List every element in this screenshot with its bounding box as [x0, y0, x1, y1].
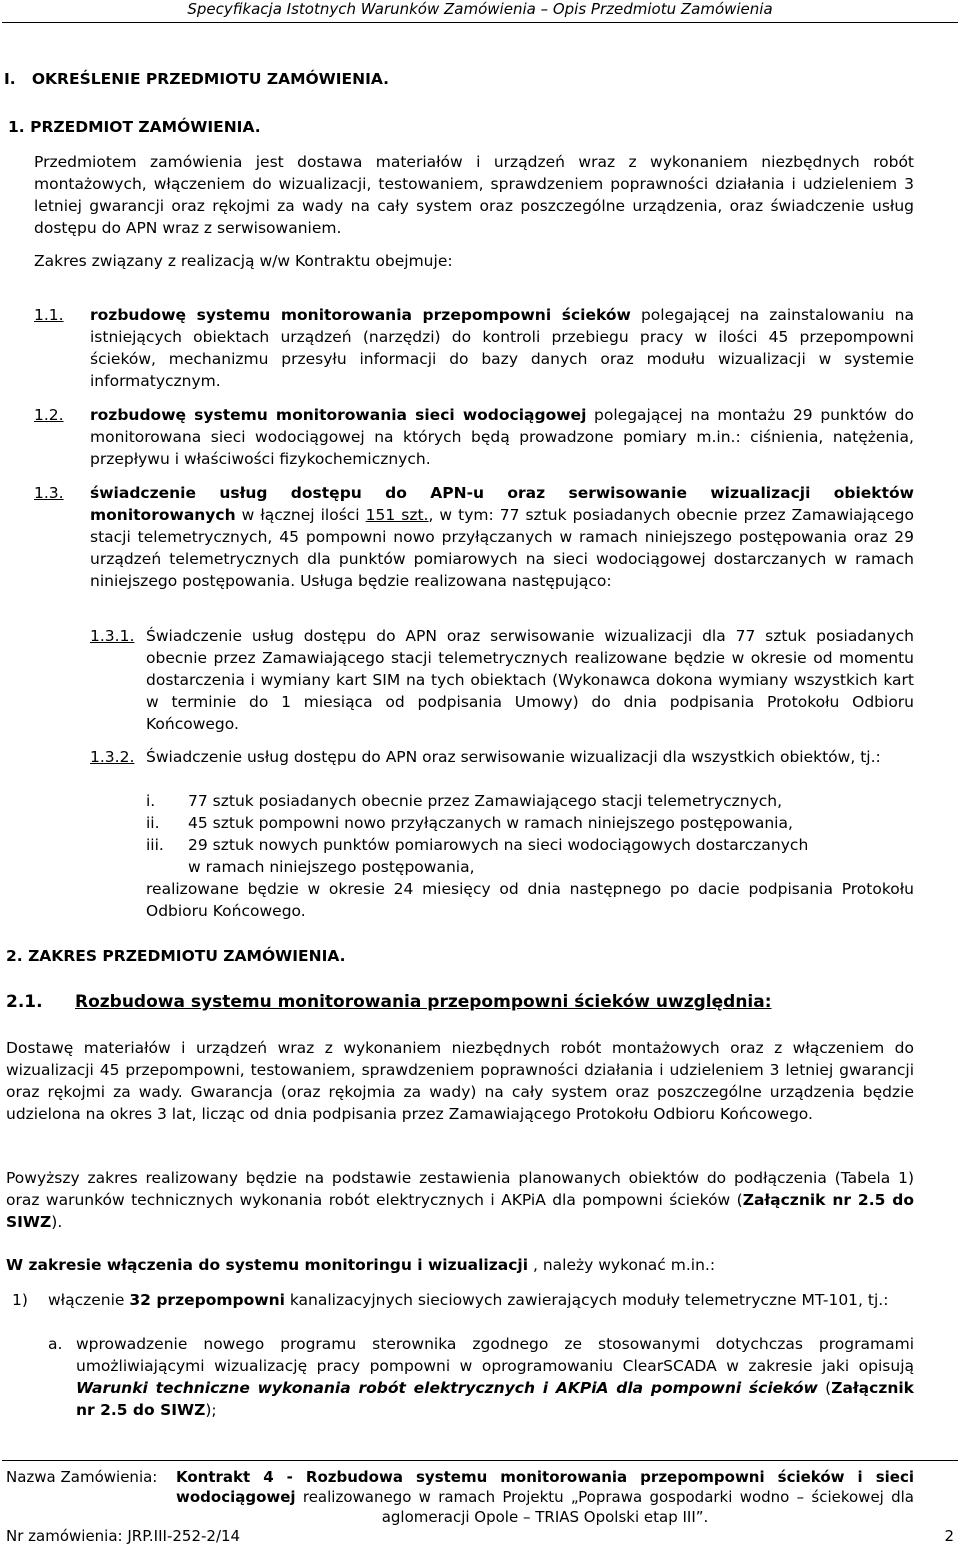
item-1a-end: ); — [205, 1401, 217, 1419]
subsection-2-1-number: 2.1. — [6, 992, 43, 1012]
item-1-3-rest-a: w łącznej ilości — [235, 506, 366, 524]
item-1-3-1-number: 1.3.1. — [90, 627, 135, 645]
item-1-3-2-text: Świadczenie usług dostępu do APN oraz serwisowanie wizualizacji dla wszystkich obiektów, tj.: — [146, 748, 881, 766]
intro-paragraph: Przedmiotem zamówienia jest dostawa materiałów i urządzeń wraz z wykonaniem niezbędnych robót montażowych, włączeniem do wizualizacji, testowaniem, sprawdzeniem poprawności działania i udzieleniem 3 letniej gwarancji oraz rękojmi za wady na cały system oraz poszczególne urządzenia, oraz świadczenie usług dostępu do APN wraz z serwisowaniem. — [34, 153, 914, 237]
list-item-iii-text-cont: w ramach niniejszego postępowania, — [188, 858, 475, 876]
item-1-3-quantity: 151 szt. — [365, 506, 429, 524]
section-2-paragraph-3 — [6, 1254, 715, 1276]
list-item-ii-number: ii. — [146, 814, 160, 832]
item-1a-number: a. — [48, 1335, 63, 1353]
item-1-3-bold: świadczenie usług dostępu do APN-u oraz serwisowanie wizualizacji obiektów monitorowanych — [90, 484, 914, 524]
item-1-b: kanalizacyjnych sieciowych zawierających moduły telemetryczne MT-101, tj.: — [284, 1291, 889, 1309]
item-1-3-number: 1.3. — [34, 484, 64, 502]
section-2-paragraph-1: Dostawę materiałów i urządzeń wraz z wykonaniem niezbędnych robót montażowych oraz z włączeniem do wizualizacji 45 przepompowni, testowaniem, sprawdzeniem poprawności działania i udzieleniem 3 letniej gwarancji oraz rękojmi za wady. Gwarancja (oraz rękojmia za wady) na cały system oraz poszczególne urządzenia będzie udzielona na okres 3 lat, licząc od dnia podpisania przez Zamawiającego Protokołu Odbioru Końcowego. — [6, 1039, 914, 1123]
item-1a-attachment: Załącznik nr 2.5 do SIWZ — [76, 1379, 914, 1419]
item-1-1-number: 1.1. — [34, 306, 64, 324]
item-1-a: włączenie — [48, 1291, 130, 1309]
item-1-1-text — [90, 304, 914, 392]
para3-bold: W zakresie włączenia do systemu monitoringu i wizualizacji — [6, 1256, 529, 1274]
item-1a-bold-italic: Warunki techniczne wykonania robót elektrycznych i AKPiA dla pompowni ścieków — [76, 1379, 818, 1397]
item-1a-mid: ( — [817, 1379, 832, 1397]
para2-attachment: Załącznik nr 2.5 do SIWZ — [6, 1191, 914, 1231]
footer-label: Nazwa Zamówienia: — [6, 1468, 158, 1486]
footer-divider — [2, 1460, 958, 1461]
footer-page-number: 2 — [944, 1527, 954, 1545]
item-1-3-rest-b: , w tym: 77 sztuk posiadanych obecnie przez Zamawiającego stacji telemetrycznych, 45 pompowni nowo przyłączanych w ramach niniejszego postępowania oraz 29 urządzeń telemetrycznych dla punktów pomiarowych na sieci wodociągowej dostarczanych w ramach niniejszego postępowania. Usługa będzie realizowana następująco: — [90, 506, 914, 590]
item-1a-plain: wprowadzenie nowego programu sterownika zgodnego ze stosowanymi dotychczas programami umożliwiającymi wizualizację pracy pompowni w oprogramowaniu ClearSCADA w zakresie jaki opisują — [76, 1335, 914, 1375]
para2-text: Powyższy zakres realizowany będzie na podstawie zestawienia planowanych obiektów do podłączenia (Tabela 1) oraz warunków technicznych wykonania robót elektrycznych i AKPiA dla pompowni ścieków ( — [6, 1169, 914, 1209]
item-1-3-2-number: 1.3.2. — [90, 748, 135, 766]
item-1-text — [48, 1289, 914, 1311]
item-1-1-rest: polegającej na zainstalowaniu na istniejących obiektach urządzeń (narzędzi) do kontroli przebiegu pracy w ilości 45 przepompowni ścieków, mechanizmu przesyłu informacji do bazy danych oraz modułu wizualizacji w systemie informatycznym. — [90, 306, 915, 390]
list-item-ii-text: 45 sztuk pompowni nowo przyłączanych w ramach niniejszego postępowania, — [188, 814, 793, 832]
footer-project-name — [176, 1467, 914, 1527]
footer-name-bold: Kontrakt 4 - Rozbudowa systemu monitorowania przepompowni ścieków i sieci wodociągowej — [176, 1468, 914, 1506]
section-1-number: I. — [4, 70, 16, 88]
list-item-iii-number: iii. — [146, 836, 164, 854]
subsection-1-heading — [8, 116, 261, 138]
section-1-heading — [4, 68, 389, 90]
item-1-1-bold: rozbudowę systemu monitorowania przepompowni ścieków — [90, 306, 631, 324]
item-1-3-2-tail: realizowane będzie w okresie 24 miesięcy od dnia następnego po dacie podpisania Protokołu Odbioru Końcowego. — [146, 880, 914, 920]
list-item-i-text: 77 sztuk posiadanych obecnie przez Zamawiającego stacji telemetrycznych, — [188, 792, 783, 810]
section-2-paragraph-2 — [6, 1167, 914, 1233]
item-1a-text — [76, 1333, 914, 1421]
para3-rest: , należy wykonać m.in.: — [528, 1256, 716, 1274]
para2-end: ). — [51, 1213, 63, 1231]
footer-order-number: Nr zamówienia: JRP.III-252-2/14 — [6, 1527, 241, 1545]
section-2-heading: 2. ZAKRES PRZEDMIOTU ZAMÓWIENIA. — [6, 947, 346, 965]
subsection-2-1-title: Rozbudowa systemu monitorowania przepompowni ścieków uwzględnia: — [75, 992, 772, 1012]
item-1-number: 1) — [12, 1291, 28, 1309]
list-item-i-number: i. — [146, 792, 156, 810]
subsection-1-number: 1. — [8, 118, 25, 136]
item-1-2-bold: rozbudowę systemu monitorowania sieci wodociągowej — [90, 406, 587, 424]
item-1-3-1-text: Świadczenie usług dostępu do APN oraz serwisowanie wizualizacji dla 77 sztuk posiadanych obecnie przez Zamawiającego stacji telemetrycznych realizowane będzie w okresie od momentu dostarczenia i wymiany kart SIM na tych obiektach (Wykonawca dokona wymiany wszystkich kart w terminie do 1 miesiąca od podpisania Umowy) do dnia podpisania Protokołu Odbioru Końcowego. — [146, 627, 914, 733]
section-1-title: OKREŚLENIE PRZEDMIOTU ZAMÓWIENIA. — [31, 70, 390, 88]
item-1-2-number: 1.2. — [34, 406, 64, 424]
scope-line: Zakres związany z realizacją w/w Kontraktu obejmuje: — [34, 252, 453, 270]
subsection-1-title: PRZEDMIOT ZAMÓWIENIA. — [30, 118, 261, 136]
item-1-bold: 32 przepompowni — [129, 1291, 285, 1309]
footer-name-rest: realizowanego w ramach Projektu „Poprawa gospodarki wodno – ściekowej dla aglomeracji Opole – TRIAS Opolski etap III”. — [295, 1488, 914, 1526]
header-title: Specyfikacja Istotnych Warunków Zamówienia – Opis Przedmiotu Zamówienia — [187, 0, 773, 18]
item-1-3-text — [90, 482, 914, 592]
page-header — [2, 0, 958, 23]
list-item-iii-text: 29 sztuk nowych punktów pomiarowych na sieci wodociągowych dostarczanych — [188, 836, 809, 854]
item-1-2-rest: polegającej na montażu 29 punktów do monitorowana sieci wodociągowej na których będą prowadzone pomiary m.in.: ciśnienia, natężenia, przepływu i właściwości fizykochemicznych. — [90, 406, 915, 468]
item-1-2-text — [90, 404, 914, 470]
